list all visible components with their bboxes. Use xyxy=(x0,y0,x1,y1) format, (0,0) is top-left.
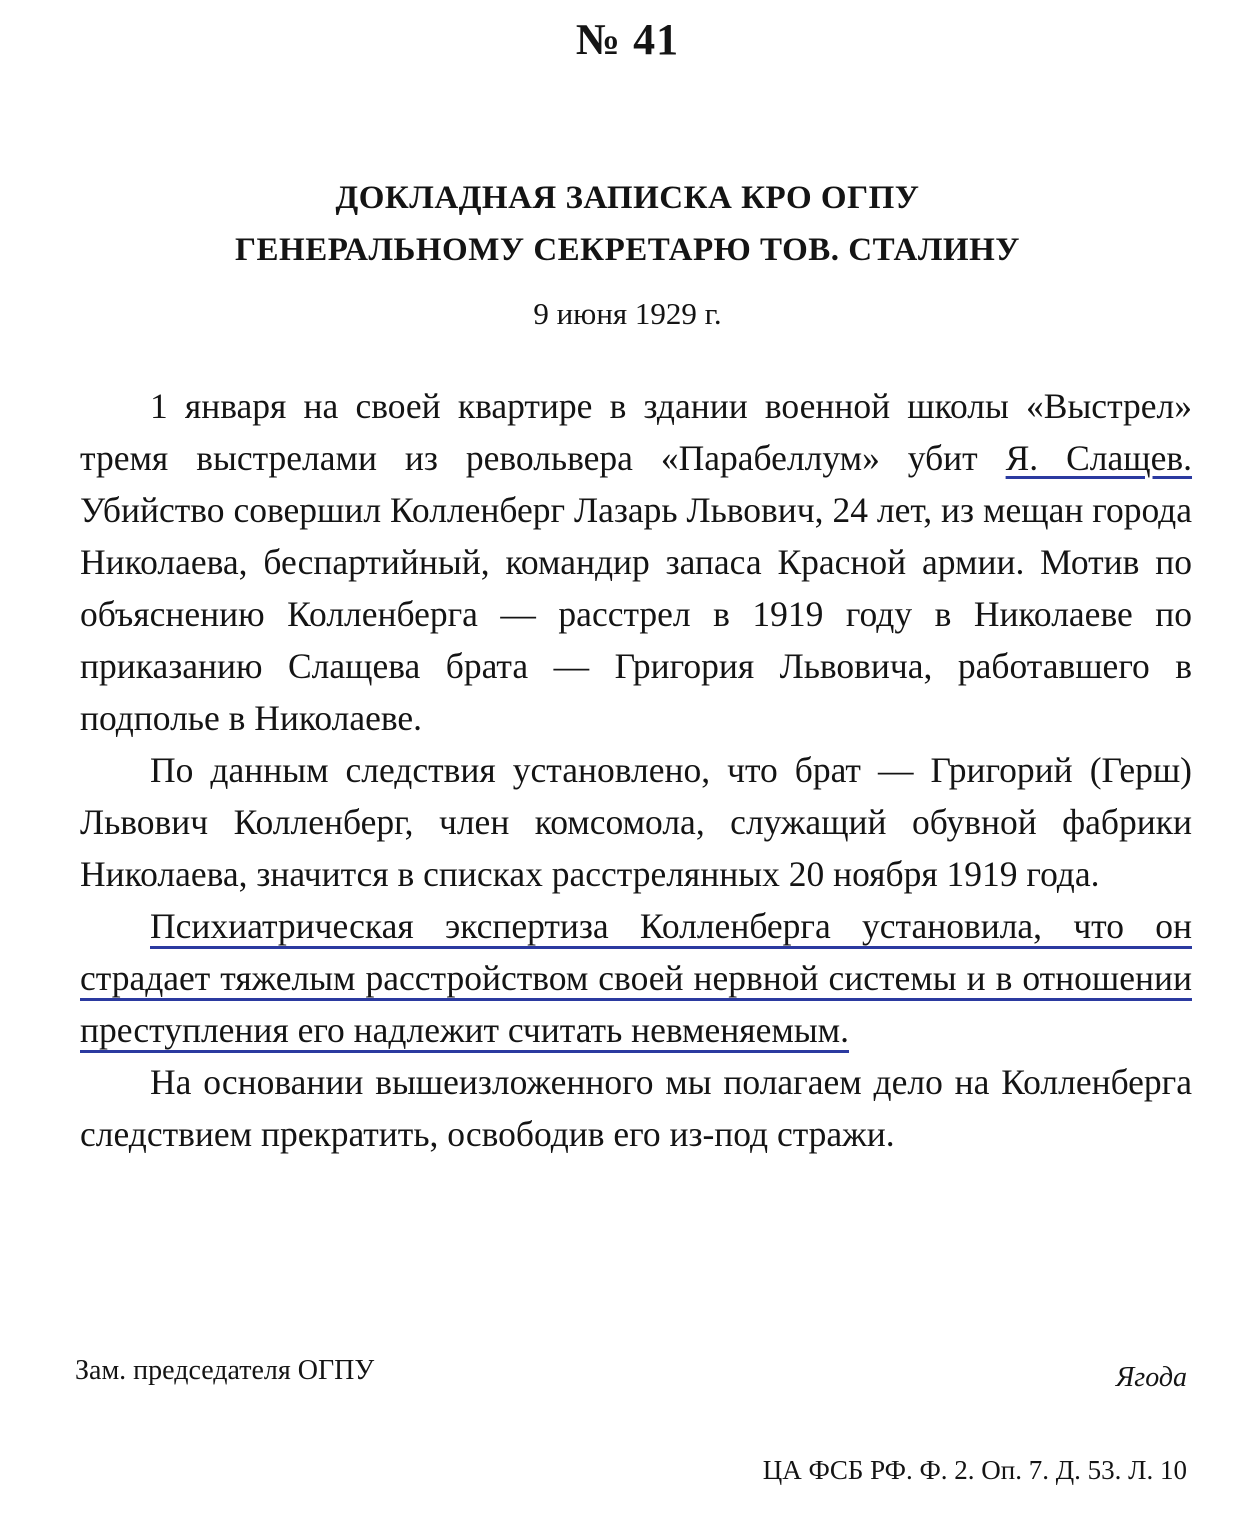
title-line-1: ДОКЛАДНАЯ ЗАПИСКА КРО ОГПУ xyxy=(335,180,920,216)
document-number: № 41 xyxy=(575,15,680,64)
paragraph-1-text-a: 1 января на своей квартире в здании военной школы «Выстрел» тремя выстрелами из револьвера «Парабеллум» убит xyxy=(80,386,1192,478)
title-line-2: ГЕНЕРАЛЬНОМУ СЕКРЕТАРЮ ТОВ. СТАЛИНУ xyxy=(235,232,1020,268)
signatory-name: Ягода xyxy=(1115,1362,1187,1393)
document-title xyxy=(60,172,1195,276)
archive-reference: ЦА ФСБ РФ. Ф. 2. Оп. 7. Д. 53. Л. 10 xyxy=(762,1455,1187,1485)
document-body xyxy=(80,380,1192,1160)
paragraph-1-text-b: Убийство совершил Колленберг Лазарь Львович, 24 лет, из мещан города Николаева, беспартийный, командир запаса Красной армии. Мотив по объяснению Колленберга — расстрел в 1919 году в Николаеве по приказанию Слащева брата — Григория Львовича, работавшего в подполье в Николаеве. xyxy=(80,490,1192,738)
paragraph-4: На основании вышеизложенного мы полагаем дело на Колленберга следствием прекратить, освободив его из-под стражи. xyxy=(80,1062,1192,1154)
paragraph-1 xyxy=(80,380,1192,744)
paragraph-2: По данным следствия установлено, что брат — Григорий (Герш) Львович Колленберг, член комсомола, служащий обувной фабрики Николаева, значится в списках расстрелянных 20 ноября 1919 года. xyxy=(80,750,1192,894)
underlined-paragraph: Психиатрическая экспертиза Колленберга установила, что он страдает тяжелым расстройством своей нервной системы и в отношении преступления его надлежит считать невменяемым. xyxy=(80,906,1192,1050)
underlined-name: Я. Слащев. xyxy=(1005,438,1193,478)
document-date: 9 июня 1929 г. xyxy=(533,296,722,331)
signatory-position: Зам. председателя ОГПУ xyxy=(75,1355,375,1386)
paragraph-3 xyxy=(80,900,1192,1056)
